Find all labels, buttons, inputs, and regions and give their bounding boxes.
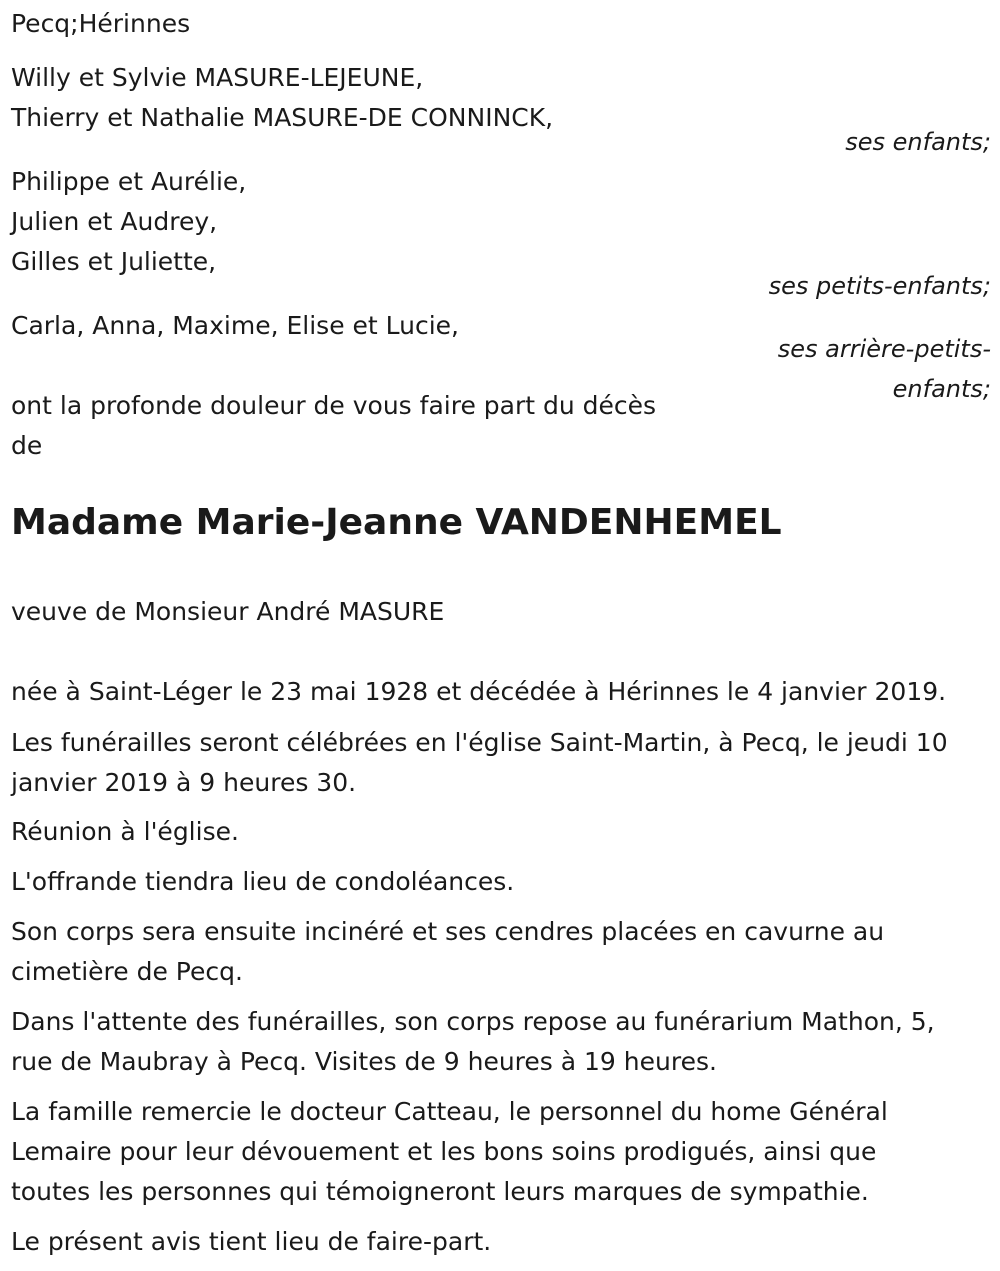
children-line-1: Willy et Sylvie MASURE-LEJEUNE, [11, 63, 424, 92]
grandchildren-line-3: Gilles et Juliette, [11, 247, 217, 276]
details-block [11, 672, 991, 1262]
thanks-paragraph: La famille remercie le docteur Catteau, le personnel du home Général Lemaire pour leur dévouement et les bons soins prodigués, ainsi que toutes les personnes qui témoigneront leurs marques de sympathie. [11, 1097, 888, 1206]
announcement-line-2: de [11, 431, 43, 460]
grandchildren-line-1: Philippe et Aurélie, [11, 167, 247, 196]
grandchildren-line-2: Julien et Audrey, [11, 207, 218, 236]
location: Pecq;Hérinnes [11, 9, 191, 38]
children-line-2: Thierry et Nathalie MASURE-DE CONNINCK, [11, 103, 554, 132]
announcement-line-1: ont la profonde douleur de vous faire part du décès [11, 391, 657, 420]
cremation-paragraph: Son corps sera ensuite incinéré et ses cendres placées en cavurne au cimetière de Pecq. [11, 917, 885, 986]
great-grandchildren-line: Carla, Anna, Maxime, Elise et Lucie, [11, 311, 459, 340]
grandchildren-role: ses petits-enfants; [768, 272, 991, 300]
birth-death-paragraph: née à Saint-Léger le 23 mai 1928 et décédée à Hérinnes le 4 janvier 2019. [11, 677, 947, 706]
great-grandchildren-role-2: enfants; [892, 375, 991, 403]
visitation-paragraph: Dans l'attente des funérailles, son corps repose au funérarium Mathon, 5, rue de Maubray à Pecq. Visites de 9 heures à 19 heures. [11, 1007, 935, 1076]
notice-paragraph: Le présent avis tient lieu de faire-part. [11, 1227, 492, 1256]
funeral-paragraph: Les funérailles seront célébrées en l'église Saint-Martin, à Pecq, le jeudi 10 janvier 2019 à 9 heures 30. [11, 728, 948, 797]
widow-of: veuve de Monsieur André MASURE [11, 597, 445, 626]
deceased-name: Madame Marie-Jeanne VANDENHEMEL [11, 502, 782, 543]
great-grandchildren-role-1: ses arrière-petits- [777, 335, 991, 363]
reunion-paragraph: Réunion à l'église. [11, 817, 239, 846]
children-role: ses enfants; [845, 128, 991, 156]
offering-paragraph: L'offrande tiendra lieu de condoléances. [11, 867, 515, 896]
